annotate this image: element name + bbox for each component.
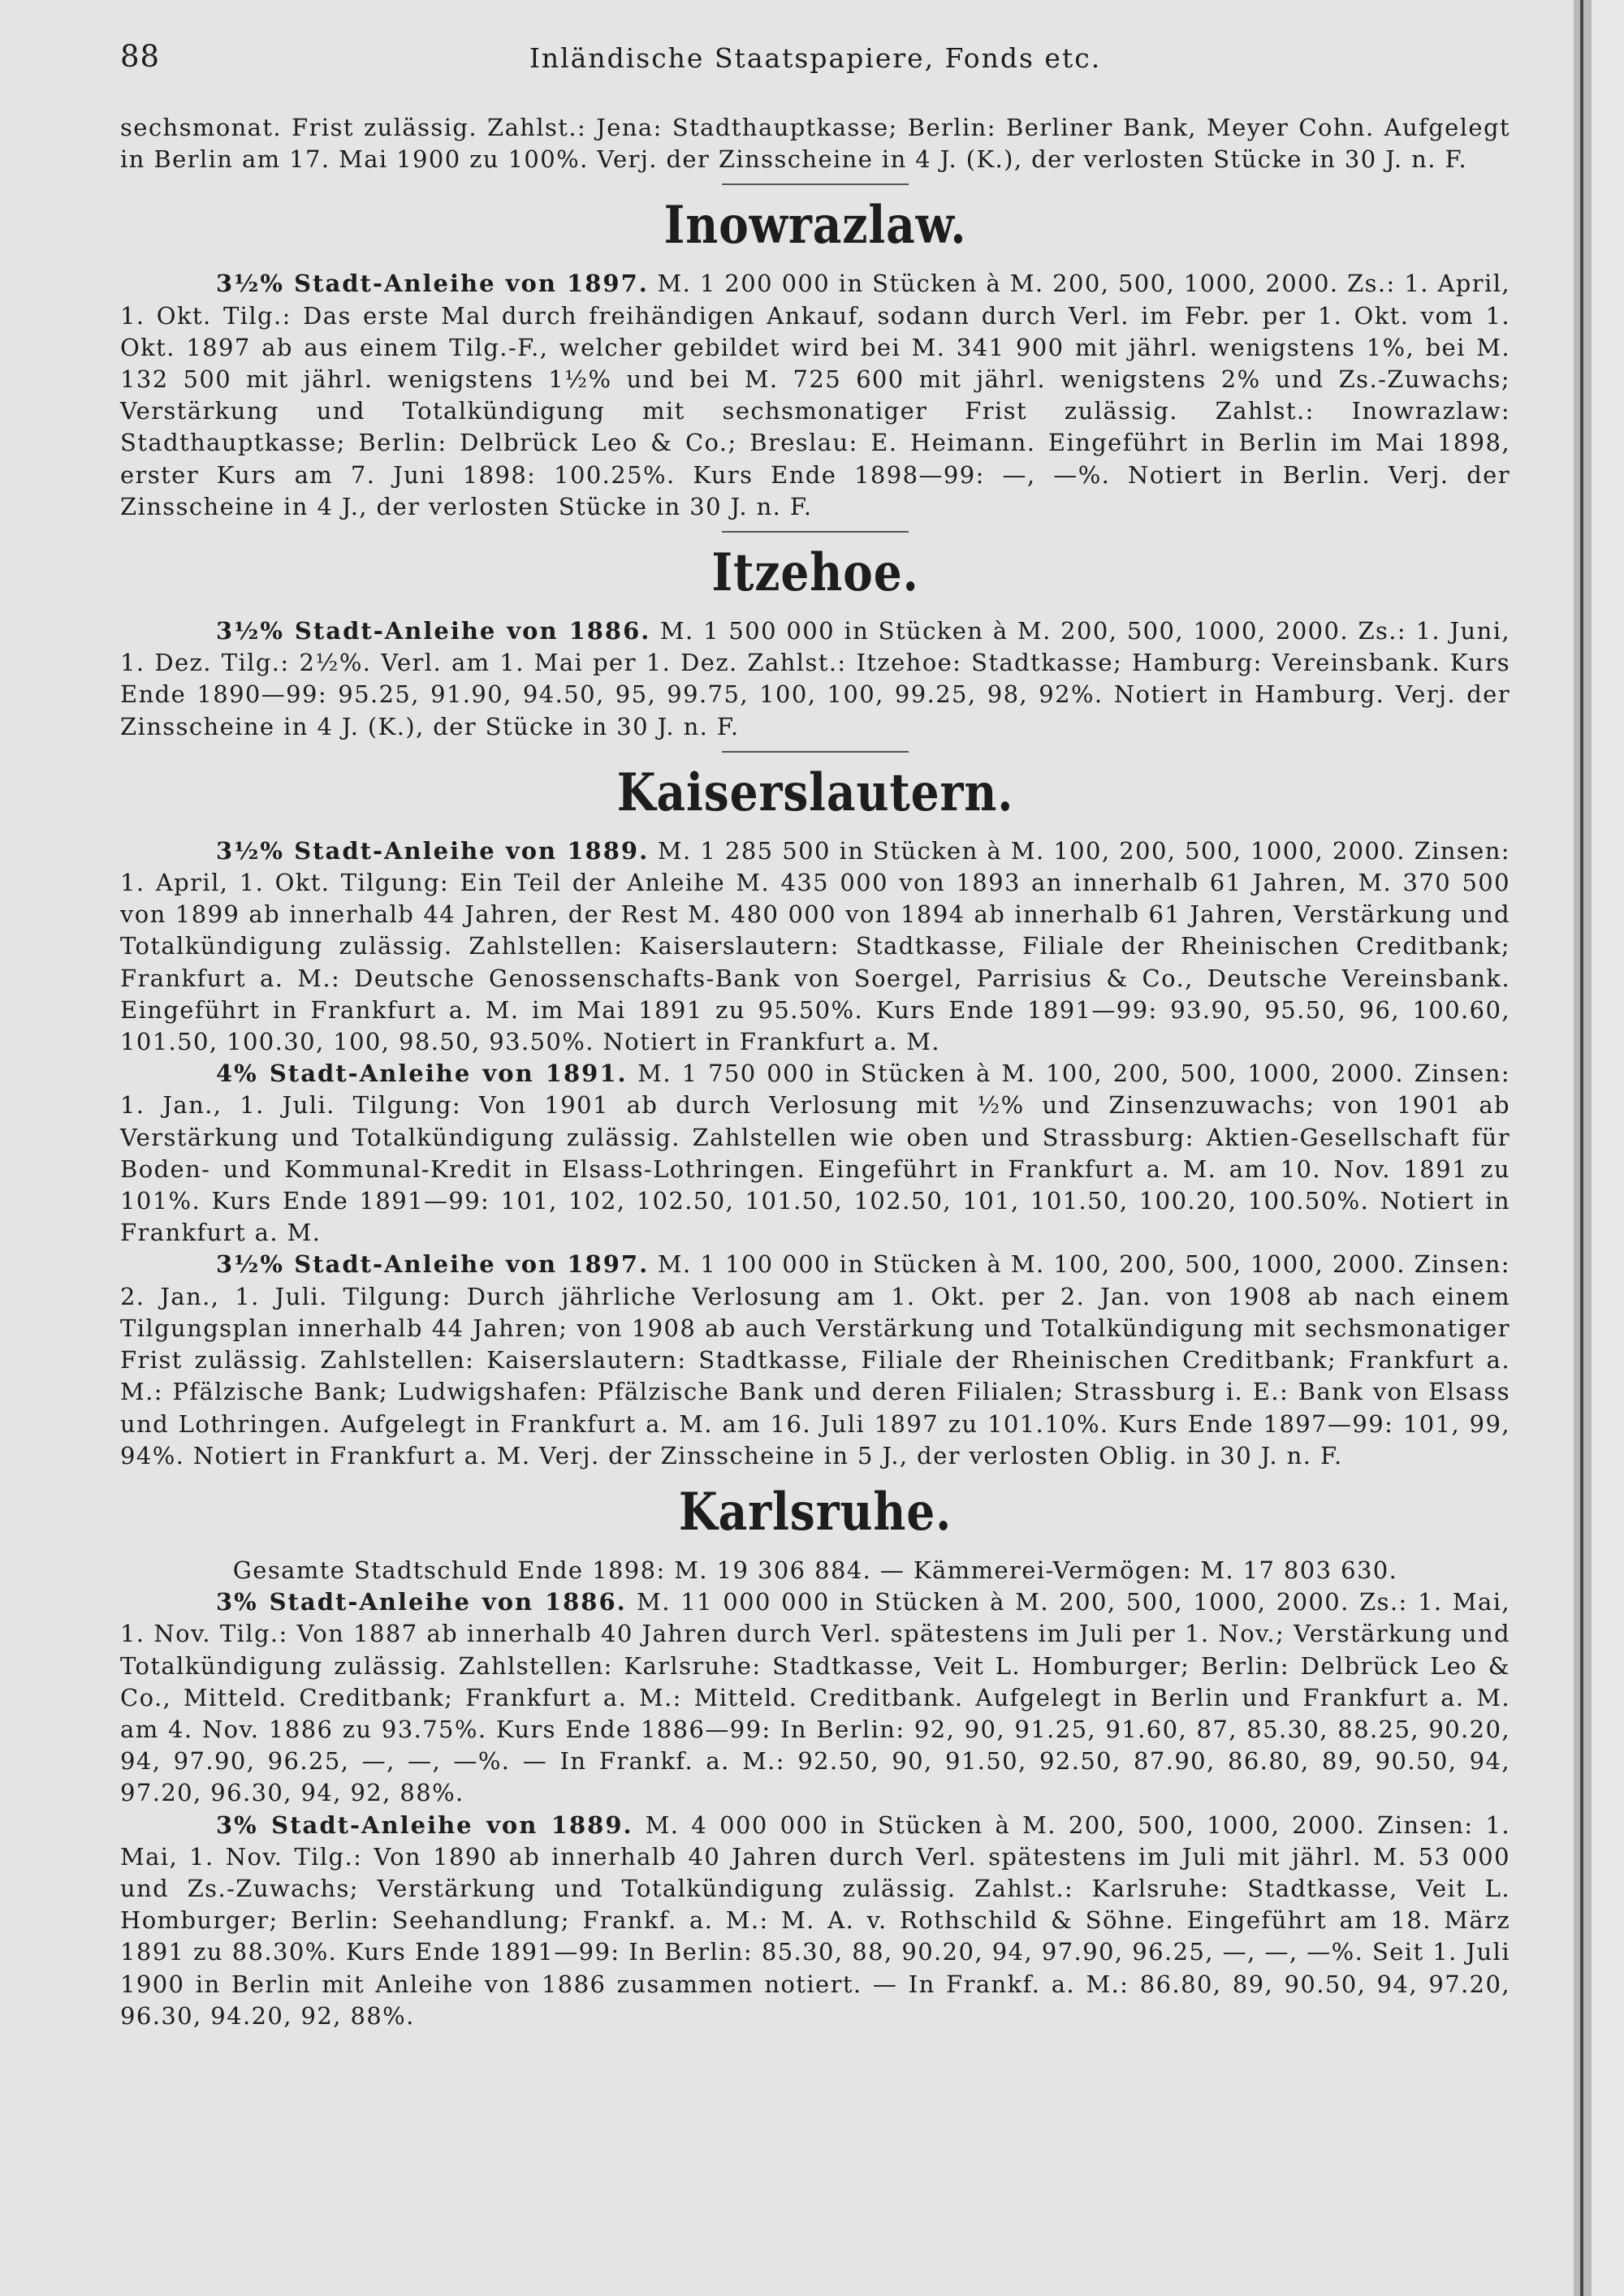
page-edge-line bbox=[1580, 0, 1583, 2296]
bond-entry bbox=[120, 1058, 1510, 1249]
city-heading-kaiserslautern: Kaiserslautern. bbox=[616, 762, 1014, 823]
bond-entry bbox=[120, 268, 1510, 523]
bond-entry-text: M. 11 000 000 in Stücken à M. 200, 500, 1000, 2000. Zs.: 1. Mai, 1. Nov. Tilg.: Von 1887 ab innerhalb 40 Jahren durch Verl. spätestens im Juli per 1. Nov.; Verstärkung und Totalkündigung zulässig. Zahlstellen: Karlsruhe: Stadtkasse, Veit L. Homburger; Berlin: Delbrück Leo & Co., Mitteld. Creditbank; Frankfurt a. M.: Mitteld. Creditbank. Aufgelegt in Berlin und Frankfurt a. M. am 4. Nov. 1886 zu 93.75%. Kurs Ende 1886—99: In Berlin: 92, 90, 91.25, 91.60, 87, 85.30, 88.25, 90.20, 94, 97.90, 96.25, —, —, —%. — In Frankf. a. M.: 92.50, 90, 91.50, 92.50, 87.90, 86.80, 89, 90.50, 94, 97.20, 96.30, 94, 92, 88%. bbox=[120, 1588, 1510, 1807]
city-heading-itzehoe: Itzehoe. bbox=[711, 542, 919, 604]
bond-entry-title: 3½% Stadt-Anleihe von 1886. bbox=[216, 617, 651, 645]
bond-entry-title: 3½% Stadt-Anleihe von 1889. bbox=[216, 836, 650, 865]
bond-entry-title: 3% Stadt-Anleihe von 1886. bbox=[216, 1588, 627, 1616]
page-header bbox=[120, 41, 1510, 86]
page-text bbox=[120, 41, 1510, 2032]
city-heading-inowrazlaw: Inowrazlaw. bbox=[663, 195, 967, 257]
page-number: 88 bbox=[120, 39, 161, 74]
bond-entry-title: 4% Stadt-Anleihe von 1891. bbox=[216, 1060, 628, 1088]
section-divider bbox=[722, 751, 909, 753]
bond-entry-text: M. 1 100 000 in Stücken à M. 100, 200, 500, 1000, 2000. Zinsen: 2. Jan., 1. Juli. Tilgung: Durch jährliche Verlosung am 1. Okt. per 2. Jan. von 1908 ab nach einem Tilgungsplan innerhalb 44 Jahren; von 1908 ab auch Verstärkung und Totalkündigung mit sechsmonatiger Frist zulässig. Zahlstellen: Kaiserslautern: Stadtkasse, Filiale der Rheinischen Creditbank; Frankfurt a. M.: Pfälzische Bank; Ludwigshafen: Pfälzische Bank und deren Filialen; Strassburg i. E.: Bank von Elsass und Lothringen. Aufgelegt in Frankfurt a. M. am 16. Juli 1897 zu 101.10%. Kurs Ende 1897—99: 101, 99, 94%. Notiert in Frankfurt a. M. Verj. der Zinsscheine in 5 J., der verlosten Oblig. in 30 J. n. F. bbox=[120, 1250, 1510, 1470]
bond-entry bbox=[120, 615, 1510, 743]
intro-fragment: sechsmonat. Frist zulässig. Zahlst.: Jena: Stadthauptkasse; Berlin: Berliner Bank, Meyer Cohn. Aufgelegt in Berlin am 17. Mai 1900 zu 100%. Verj. der Zinsscheine in 4 J. (K.), der verlosten Stücke in 30 J. n. F. bbox=[120, 114, 1510, 174]
bond-entry-text: M. 1 200 000 in Stücken à M. 200, 500, 1000, 2000. Zs.: 1. April, 1. Okt. Tilg.: Das erste Mal durch freihändigen Ankauf, sodann durch Verl. im Febr. per 1. Okt. vom 1. Okt. 1897 ab aus einem Tilg.-F., welcher gebildet wird bei M. 341 900 mit jährl. wenigstens 1%, bei M. 132 500 mit jährl. wenigstens 1½% und bei M. 725 600 mit jährl. wenigstens 2% und Zs.-Zuwachs; Verstärkung und Totalkündigung mit sechsmonatiger Frist zulässig. Zahlst.: Inowrazlaw: Stadthauptkasse; Berlin: Delbrück Leo & Co.; Breslau: E. Heimann. Eingeführt in Berlin im Mai 1898, erster Kurs am 7. Juni 1898: 100.25%. Kurs Ende 1898—99: —, —%. Notiert in Berlin. Verj. der Zinsscheine in 4 J., der verlosten Stücke in 30 J. n. F. bbox=[120, 270, 1510, 520]
bond-entry-text: M. 1 750 000 in Stücken à M. 100, 200, 500, 1000, 2000. Zinsen: 1. Jan., 1. Juli. Tilgung: Von 1901 ab durch Verlosung mit ½% und Zinsenzuwachs; von 1901 ab Verstärkung und Totalkündigung zulässig. Zahlstellen wie oben und Strassburg: Aktien-Gesellschaft für Boden- und Kommunal-Kredit in Elsass-Lothringen. Eingeführt in Frankfurt a. M. am 10. Nov. 1891 zu 101%. Kurs Ende 1891—99: 101, 102, 102.50, 101.50, 102.50, 101, 101.50, 100.20, 100.50%. Notiert in Frankfurt a. M. bbox=[120, 1060, 1510, 1247]
city-debt-summary: Gesamte Stadtschuld Ende 1898: M. 19 306 884. — Kämmerei-Vermögen: M. 17 803 630. bbox=[232, 1556, 1398, 1584]
bond-entry-text: M. 1 500 000 in Stücken à M. 200, 500, 1000, 2000. Zs.: 1. Juni, 1. Dez. Tilg.: 2½%. Verl. am 1. Mai per 1. Dez. Zahlst.: Itzehoe: Stadtkasse; Hamburg: Vereinsbank. Kurs Ende 1890—99: 95.25, 91.90, 94.50, 95, 99.75, 100, 100, 99.25, 98, 92%. Notiert in Hamburg. Verj. der Zinsscheine in 4 J. (K.), der Stücke in 30 J. n. F. bbox=[120, 617, 1510, 740]
bond-entry-title: 3½% Stadt-Anleihe von 1897. bbox=[216, 1250, 650, 1279]
bond-entry-title: 3½% Stadt-Anleihe von 1897. bbox=[216, 270, 649, 298]
section-divider bbox=[722, 183, 909, 185]
bond-entry bbox=[120, 1810, 1510, 2032]
running-head: Inländische Staatspapiere, Fonds etc. bbox=[529, 42, 1102, 74]
bond-entry bbox=[120, 1249, 1510, 1471]
city-heading-karlsruhe: Karlsruhe. bbox=[678, 1481, 952, 1543]
bond-entry-title: 3% Stadt-Anleihe von 1889. bbox=[216, 1810, 633, 1839]
bond-entry bbox=[120, 835, 1510, 1058]
bond-entry bbox=[120, 1586, 1510, 1809]
bond-entry-text: M. 4 000 000 in Stücken à M. 200, 500, 1000, 2000. Zinsen: 1. Mai, 1. Nov. Tilg.: Von 1890 ab innerhalb 40 Jahren durch Verl. spätestens im Juli mit jährl. M. 53 000 und Zs.-Zuwachs; Verstärkung und Totalkündigung zulässig. Zahlst.: Karlsruhe: Stadtkasse, Veit L. Homburger; Berlin: Seehandlung; Frankf. a. M.: M. A. v. Rothschild & Söhne. Eingeführt am 18. März 1891 zu 88.30%. Kurs Ende 1891—99: In Berlin: 85.30, 88, 90.20, 94, 97.90, 96.25, —, —, —%. Seit 1. Juli 1900 in Berlin mit Anleihe von 1886 zusammen notiert. — In Frankf. a. M.: 86.80, 89, 90.50, 94, 97.20, 96.30, 94.20, 92, 88%. bbox=[120, 1810, 1510, 2030]
bond-entry-text: M. 1 285 500 in Stücken à M. 100, 200, 500, 1000, 2000. Zinsen: 1. April, 1. Okt. Tilgung: Ein Teil der Anleihe M. 435 000 von 1893 an innerhalb 61 Jahren, M. 370 500 von 1899 ab innerhalb 44 Jahren, der Rest M. 480 000 von 1894 ab innerhalb 61 Jahren, Verstärkung und Totalkündigung zulässig. Zahlstellen: Kaiserslautern: Stadtkasse, Filiale der Rheinischen Creditbank; Frankfurt a. M.: Deutsche Genossenschafts-Bank von Soergel, Parrisius & Co., Deutsche Vereinsbank. Eingeführt in Frankfurt a. M. im Mai 1891 zu 95.50%. Kurs Ende 1891—99: 93.90, 95.50, 96, 100.60, 101.50, 100.30, 100, 98.50, 93.50%. Notiert in Frankfurt a. M. bbox=[120, 836, 1510, 1056]
section-divider bbox=[722, 531, 909, 533]
